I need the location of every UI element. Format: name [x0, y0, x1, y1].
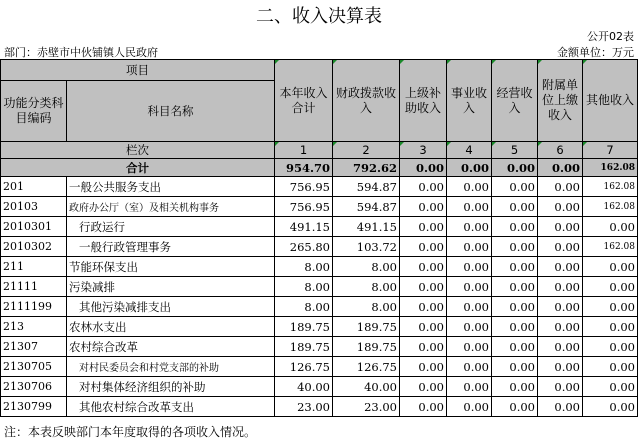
amount-cell: 8.00 [275, 257, 333, 277]
subject-code: 2010301 [1, 217, 67, 237]
amount-cell: 0.00 [447, 317, 492, 337]
subject-name: 农林水支出 [67, 317, 275, 337]
subject-code: 2130705 [1, 357, 67, 377]
amount-cell: 0.00 [583, 277, 638, 297]
func-code-header: 功能分类科目编码 [1, 81, 67, 142]
department-label: 部门：赤壁市中伙铺镇人民政府 [4, 46, 158, 59]
form-number: 公开02表 [587, 30, 634, 43]
subject-name: 行政运行 [67, 217, 275, 237]
table-row [1, 217, 638, 237]
amount-cell: 189.75 [333, 337, 400, 357]
amount-cell: 0.00 [538, 237, 583, 257]
amount-cell: 0.00 [400, 297, 447, 317]
total-value: 954.70 [275, 159, 333, 177]
amount-cell: 0.00 [492, 377, 538, 397]
table-row [1, 197, 638, 217]
amount-cell: 0.00 [583, 397, 638, 417]
total-value: 0.00 [492, 159, 538, 177]
table-row [1, 237, 638, 257]
amount-cell: 0.00 [492, 397, 538, 417]
subject-code: 201 [1, 177, 67, 197]
subject-code: 2130799 [1, 397, 67, 417]
column-number: 1 [275, 142, 333, 159]
column-number: 4 [447, 142, 492, 159]
table-row [1, 297, 638, 317]
column-number: 7 [583, 142, 638, 159]
subject-code: 21307 [1, 337, 67, 357]
revenue-table [0, 59, 638, 417]
amount-cell: 0.00 [583, 337, 638, 357]
subject-code: 2130706 [1, 377, 67, 397]
amount-cell: 0.00 [492, 237, 538, 257]
table-row [1, 177, 638, 197]
subject-code: 2111199 [1, 297, 67, 317]
amount-cell: 0.00 [583, 377, 638, 397]
subject-code: 2010302 [1, 237, 67, 257]
subject-name: 其他农村综合改革支出 [67, 397, 275, 417]
amount-cell: 0.00 [538, 337, 583, 357]
amount-cell: 0.00 [492, 337, 538, 357]
amount-cell: 0.00 [583, 217, 638, 237]
amount-cell: 0.00 [447, 297, 492, 317]
amount-cell: 0.00 [400, 337, 447, 357]
amount-cell: 756.95 [275, 177, 333, 197]
subject-code: 211 [1, 257, 67, 277]
amount-cell: 265.80 [275, 237, 333, 257]
row-label: 栏次 [1, 142, 275, 159]
amount-cell: 126.75 [275, 357, 333, 377]
amount-cell: 0.00 [538, 197, 583, 217]
amount-cell: 0.00 [538, 257, 583, 277]
amount-cell: 0.00 [492, 197, 538, 217]
amount-cell: 0.00 [400, 237, 447, 257]
table-row [1, 257, 638, 277]
amount-cell: 8.00 [275, 297, 333, 317]
amount-cell: 0.00 [538, 177, 583, 197]
amount-cell: 8.00 [333, 257, 400, 277]
table-note: 注：本表反映部门本年度取得的各项收入情况。 [4, 425, 257, 439]
table-row [1, 397, 638, 417]
column-header: 经营收入 [492, 60, 538, 142]
amount-cell: 0.00 [400, 377, 447, 397]
amount-cell: 126.75 [333, 357, 400, 377]
amount-cell: 0.00 [583, 257, 638, 277]
amount-cell: 8.00 [333, 277, 400, 297]
subject-name: 其他污染减排支出 [67, 297, 275, 317]
subject-code: 213 [1, 317, 67, 337]
subject-name: 对村集体经济组织的补助 [67, 377, 275, 397]
amount-cell: 0.00 [538, 397, 583, 417]
amount-unit-label: 金额单位：万元 [557, 46, 634, 59]
total-value: 0.00 [400, 159, 447, 177]
amount-cell: 40.00 [333, 377, 400, 397]
amount-cell: 0.00 [400, 257, 447, 277]
column-number: 5 [492, 142, 538, 159]
amount-cell: 8.00 [275, 277, 333, 297]
amount-cell: 0.00 [538, 357, 583, 377]
table-row [1, 357, 638, 377]
amount-cell: 0.00 [583, 297, 638, 317]
subject-name: 污染减排 [67, 277, 275, 297]
amount-cell: 0.00 [447, 237, 492, 257]
amount-cell: 0.00 [492, 177, 538, 197]
amount-cell: 0.00 [400, 217, 447, 237]
amount-cell: 0.00 [538, 377, 583, 397]
amount-cell: 0.00 [492, 277, 538, 297]
amount-cell: 162.08 [583, 197, 638, 217]
amount-cell: 0.00 [447, 377, 492, 397]
column-number-row [1, 142, 638, 159]
amount-cell: 0.00 [447, 337, 492, 357]
amount-cell: 189.75 [275, 337, 333, 357]
column-header: 财政拨款收入 [333, 60, 400, 142]
amount-cell: 0.00 [400, 277, 447, 297]
amount-cell: 189.75 [333, 317, 400, 337]
column-header: 其他收入 [583, 60, 638, 142]
amount-cell: 0.00 [447, 357, 492, 377]
amount-cell: 0.00 [538, 277, 583, 297]
amount-cell: 491.15 [275, 217, 333, 237]
table-row [1, 317, 638, 337]
amount-cell: 0.00 [447, 177, 492, 197]
total-label: 合计 [1, 159, 275, 177]
amount-cell: 0.00 [400, 197, 447, 217]
total-row [1, 159, 638, 177]
amount-cell: 40.00 [275, 377, 333, 397]
table-row [1, 337, 638, 357]
page-title: 二、收入决算表 [256, 6, 382, 27]
total-value: 0.00 [538, 159, 583, 177]
amount-cell: 0.00 [492, 217, 538, 237]
amount-cell: 0.00 [492, 297, 538, 317]
column-header: 事业收入 [447, 60, 492, 142]
total-value: 792.62 [333, 159, 400, 177]
amount-cell: 0.00 [447, 197, 492, 217]
subject-code: 20103 [1, 197, 67, 217]
amount-cell: 0.00 [447, 397, 492, 417]
amount-cell: 0.00 [447, 277, 492, 297]
column-number: 3 [400, 142, 447, 159]
amount-cell: 0.00 [538, 217, 583, 237]
amount-cell: 0.00 [583, 317, 638, 337]
amount-cell: 491.15 [333, 217, 400, 237]
subject-name: 对村民委员会和村党支部的补助 [67, 357, 275, 377]
column-number: 2 [333, 142, 400, 159]
amount-cell: 23.00 [275, 397, 333, 417]
column-number: 6 [538, 142, 583, 159]
column-header: 附属单位上缴收入 [538, 60, 583, 142]
subject-name: 一般公共服务支出 [67, 177, 275, 197]
amount-cell: 23.00 [333, 397, 400, 417]
amount-cell: 162.08 [583, 237, 638, 257]
total-value: 0.00 [447, 159, 492, 177]
subject-name: 政府办公厅（室）及相关机构事务 [67, 197, 275, 217]
amount-cell: 0.00 [492, 317, 538, 337]
amount-cell: 0.00 [538, 317, 583, 337]
amount-cell: 162.08 [583, 177, 638, 197]
amount-cell: 8.00 [333, 297, 400, 317]
amount-cell: 0.00 [447, 217, 492, 237]
subject-name-header: 科目名称 [67, 81, 275, 142]
column-header: 本年收入合计 [275, 60, 333, 142]
amount-cell: 0.00 [400, 397, 447, 417]
project-header: 项目 [1, 60, 275, 81]
amount-cell: 0.00 [583, 357, 638, 377]
amount-cell: 594.87 [333, 177, 400, 197]
column-header: 上级补助收入 [400, 60, 447, 142]
header-row-1 [1, 60, 638, 81]
subject-name: 一般行政管理事务 [67, 237, 275, 257]
amount-cell: 756.95 [275, 197, 333, 217]
total-value: 162.08 [583, 159, 638, 177]
amount-cell: 189.75 [275, 317, 333, 337]
amount-cell: 0.00 [400, 317, 447, 337]
amount-cell: 0.00 [492, 357, 538, 377]
amount-cell: 0.00 [538, 297, 583, 317]
subject-code: 21111 [1, 277, 67, 297]
subject-name: 节能环保支出 [67, 257, 275, 277]
subject-name: 农村综合改革 [67, 337, 275, 357]
amount-cell: 0.00 [492, 257, 538, 277]
amount-cell: 103.72 [333, 237, 400, 257]
amount-cell: 0.00 [400, 357, 447, 377]
table-row [1, 377, 638, 397]
table-row [1, 277, 638, 297]
amount-cell: 594.87 [333, 197, 400, 217]
amount-cell: 0.00 [400, 177, 447, 197]
amount-cell: 0.00 [447, 257, 492, 277]
